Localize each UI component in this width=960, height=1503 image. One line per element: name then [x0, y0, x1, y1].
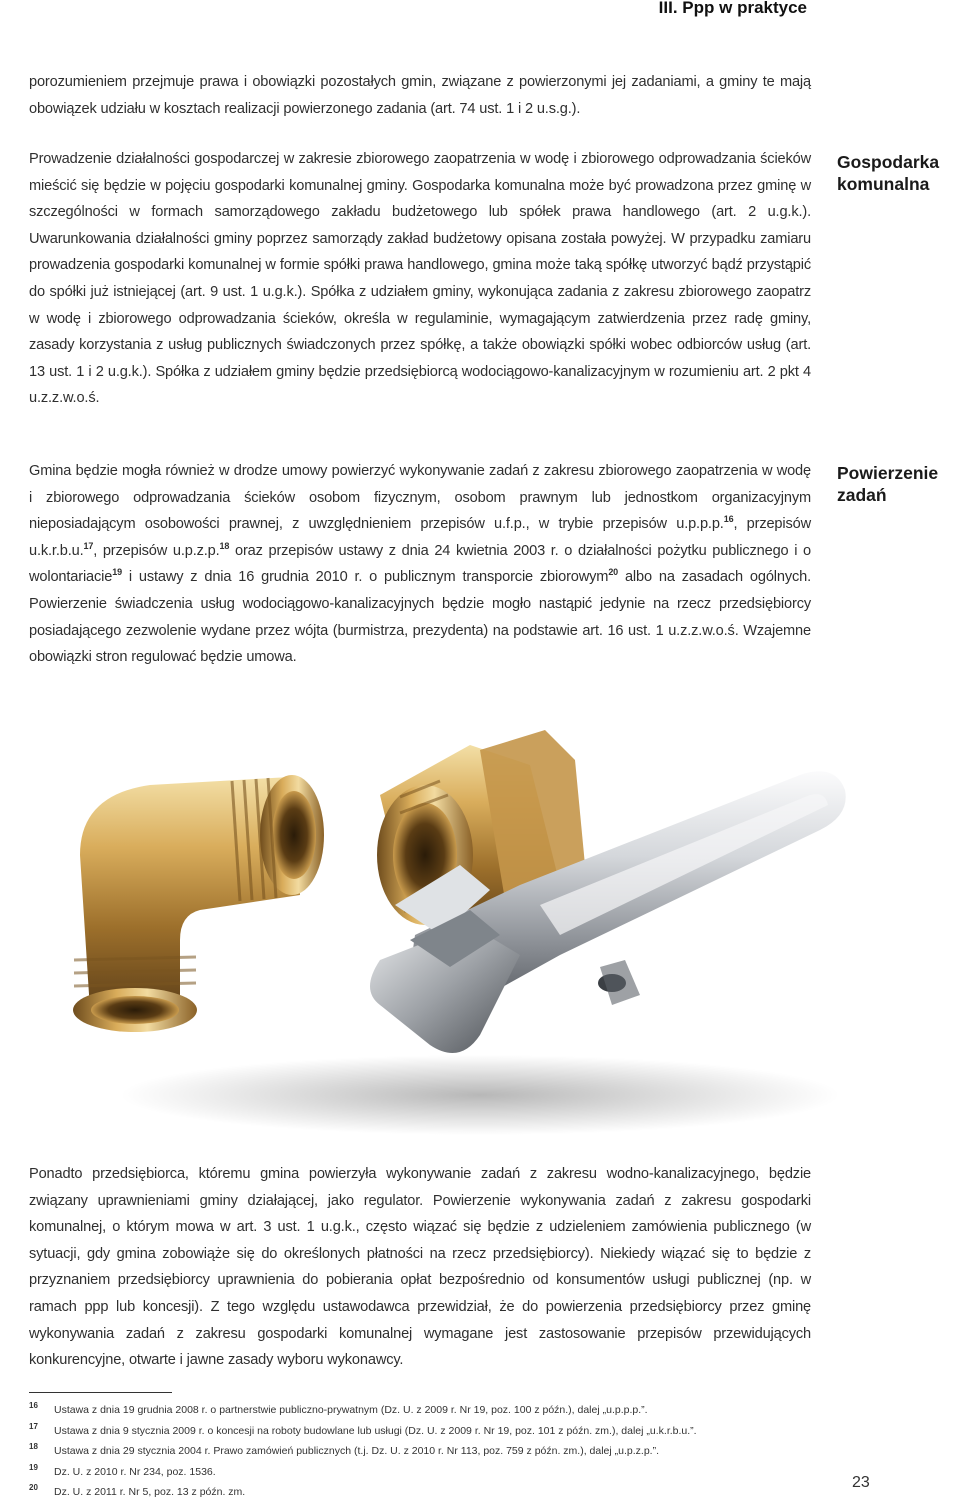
footnotes [29, 1400, 819, 1503]
footnote-number: 18 [29, 1442, 38, 1451]
paragraph-text: oraz przepisów ustawy z dnia 24 kwietnia 2003 r. o działalności pożytku publicznego i o wolontariacie [29, 542, 811, 586]
paragraph-regulator: Ponadto przedsiębiorca, któremu gmina powierzyła wykonywanie zadań z zakresu wodno-kanalizacyjnego, będzie związany uprawnieniami gminy działającej, jako regulator. Powierzenie wykonywania zadań z zakresu gospodarki komunalnej, o którym mowa w art. 3 ust. 1 u.g.k., często wiązać się będzie z udzieleniem zamówienia publicznego (w sytuacji, gdy gmina zobowiąże się do określonych płatności na rzecz przedsiębiorcy). Niekiedy wiązać się to będzie z przyznaniem przedsiębiorcy uprawnienia do pobierania opłat bezpośrednio od konsumentów usługi publicznej (np. w ramach ppp lub koncesji). Z tego względu ustawodawca przewidział, że do powierzenia przedsiębiorcy przez gminę wykonywania zadań z zakresu gospodarki komunalnej wymagane jest zastosowanie przepisów przewidujących konkurencyjne, otwarte i jawne zasady wyboru wykonawcy. [29, 1166, 811, 1369]
footnote-text: Ustawa z dnia 29 stycznia 2004 r. Prawo zamówień publicznych (t.j. Dz. U. z 2010 r. Nr 113, poz. 759 z późn. zm.), dalej „u.p.z.p.”. [54, 1445, 659, 1457]
paragraph-intro: porozumieniem przejmuje prawa i obowiązki pozostałych gmin, związane z powierzonymi jej zadaniami, a gminy te mają obowiązek udziału w kosztach realizacji powierzonego zadania (art. 74 ust. 1 i 2 u.s.g.). [29, 74, 811, 117]
footnote-divider [29, 1392, 172, 1393]
page-number: 23 [852, 1474, 870, 1491]
paragraph-text: , przepisów u.k.r.b.u. [29, 516, 811, 559]
photo-pipe-fittings-and-wrench [0, 705, 960, 1160]
footnote-item [29, 1462, 819, 1483]
footnote-ref[interactable]: 17 [83, 540, 94, 551]
footnote-text: Ustawa z dnia 19 grudnia 2008 r. o partnerstwie publiczno-prywatnym (Dz. U. z 2009 r. Nr 19, poz. 100 z późn.), dalej „u.p.p.p.”. [54, 1404, 648, 1416]
footnote-ref[interactable]: 16 [723, 514, 734, 525]
chapter-title: III. Ppp w praktyce [658, 0, 807, 17]
footnote-text: Ustawa z dnia 9 stycznia 2009 r. o koncesji na roboty budowlane lub usługi (Dz. U. z 2009 r. Nr 19, poz. 101 z późn. zm.), dalej „u.k.r.b.u.”. [54, 1424, 697, 1437]
paragraph-gospodarka-komunalna: Prowadzenie działalności gospodarczej w zakresie zbiorowego zaopatrzenia w wodę i zbiorowego odprowadzania ścieków mieścić się będzie w pojęciu gospodarki komunalnej gminy. Gospodarka komunalna może być prowadzona przez gminę w szczególności w formach samorządowego zakładu budżetowego lub spółek prawa handlowego (art. 2 u.g.k.). Uwarunkowania działalności gminy poprzez samorządy zakład budżetowy opisana została powyżej. W przypadku zamiaru prowadzenia gospodarki komunalnej w formie spółki prawa handlowego, gmina może taką spółkę utworzyć bądź przystąpić do spółki już istniejącej (art. 9 ust. 1 u.g.k.). Spółka z udziałem gminy, wykonująca zadania z zakresu zbiorowego zaopatrz w wodę i zbiorowego odprowadzania ścieków, określa w regulaminie, wymagającym zatwierdzenia przez radę gminy, zasady korzystania z usług publicznych świadczonych przez spółkę, a także obowiązki spółki wobec odbiorców usług (art. 13 ust. 1 i 2 u.g.k.). Spółka z udziałem gminy będzie przedsiębiorcą wodociągowo-kanalizacyjnym w rozumieniu art. 2 pkt 4 u.z.z.w.o.ś. [29, 151, 811, 407]
footnote-ref[interactable]: 20 [608, 567, 619, 578]
paragraph-text: Gmina będzie mogła również w drodze umowy powierzyć wykonywanie zadań z zakresu zbiorowego zaopatrzenia w wodę i zbiorowego odprowadzania ścieków osobom fizycznym, osobom prawnym lub jednostkom organizacyjnym nieposiadającym osobowości prawnej, z uwzględnieniem przepisów u.f.p., w trybie przepisów u.p.p.p. [29, 463, 811, 533]
paragraph-text: , przepisów u.p.z.p. [93, 542, 220, 559]
footnote-number: 19 [29, 1462, 38, 1472]
footnote-item [29, 1400, 819, 1421]
margin-note-powierzenie-zadan: Powierzenie zadań [837, 463, 939, 505]
footnote-text: Dz. U. z 2010 r. Nr 234, poz. 1536. [54, 1465, 216, 1478]
footnote-ref[interactable]: 19 [112, 567, 122, 578]
footnote-item [29, 1441, 819, 1462]
footnote-item [29, 1482, 819, 1503]
paragraph-text: i ustawy z dnia 16 grudnia 2010 r. o publicznym transporcie zbiorowym [121, 569, 609, 586]
footnote-number: 16 [29, 1401, 38, 1410]
margin-note-gospodarka-komunalna: Gospodarka komunalna [837, 152, 940, 194]
footnote-item [29, 1421, 819, 1442]
paragraph-powierzenie-zadan [29, 458, 811, 671]
footnote-number: 20 [29, 1483, 38, 1492]
running-header [658, 0, 960, 26]
footnote-ref[interactable]: 18 [219, 540, 230, 551]
brass-elbow-fitting [73, 775, 324, 1032]
paragraph-text: albo na zasadach ogólnych. Powierzenie świadczenia usług wodociągowo-kanalizacyjnych będzie mogło nastąpić jedynie na rzecz przedsiębiorcy posiadającego zezwolenie wydane przez wójta (burmistrza, prezydenta) na podstawie art. 16 ust. 1 u.z.z.w.o.ś. Wzajemne obowiązki stron regulować będzie umowa. [29, 569, 812, 666]
footnote-text: Dz. U. z 2011 r. Nr 5, poz. 13 z późn. zm. [54, 1486, 246, 1498]
footnote-number: 17 [29, 1421, 38, 1431]
